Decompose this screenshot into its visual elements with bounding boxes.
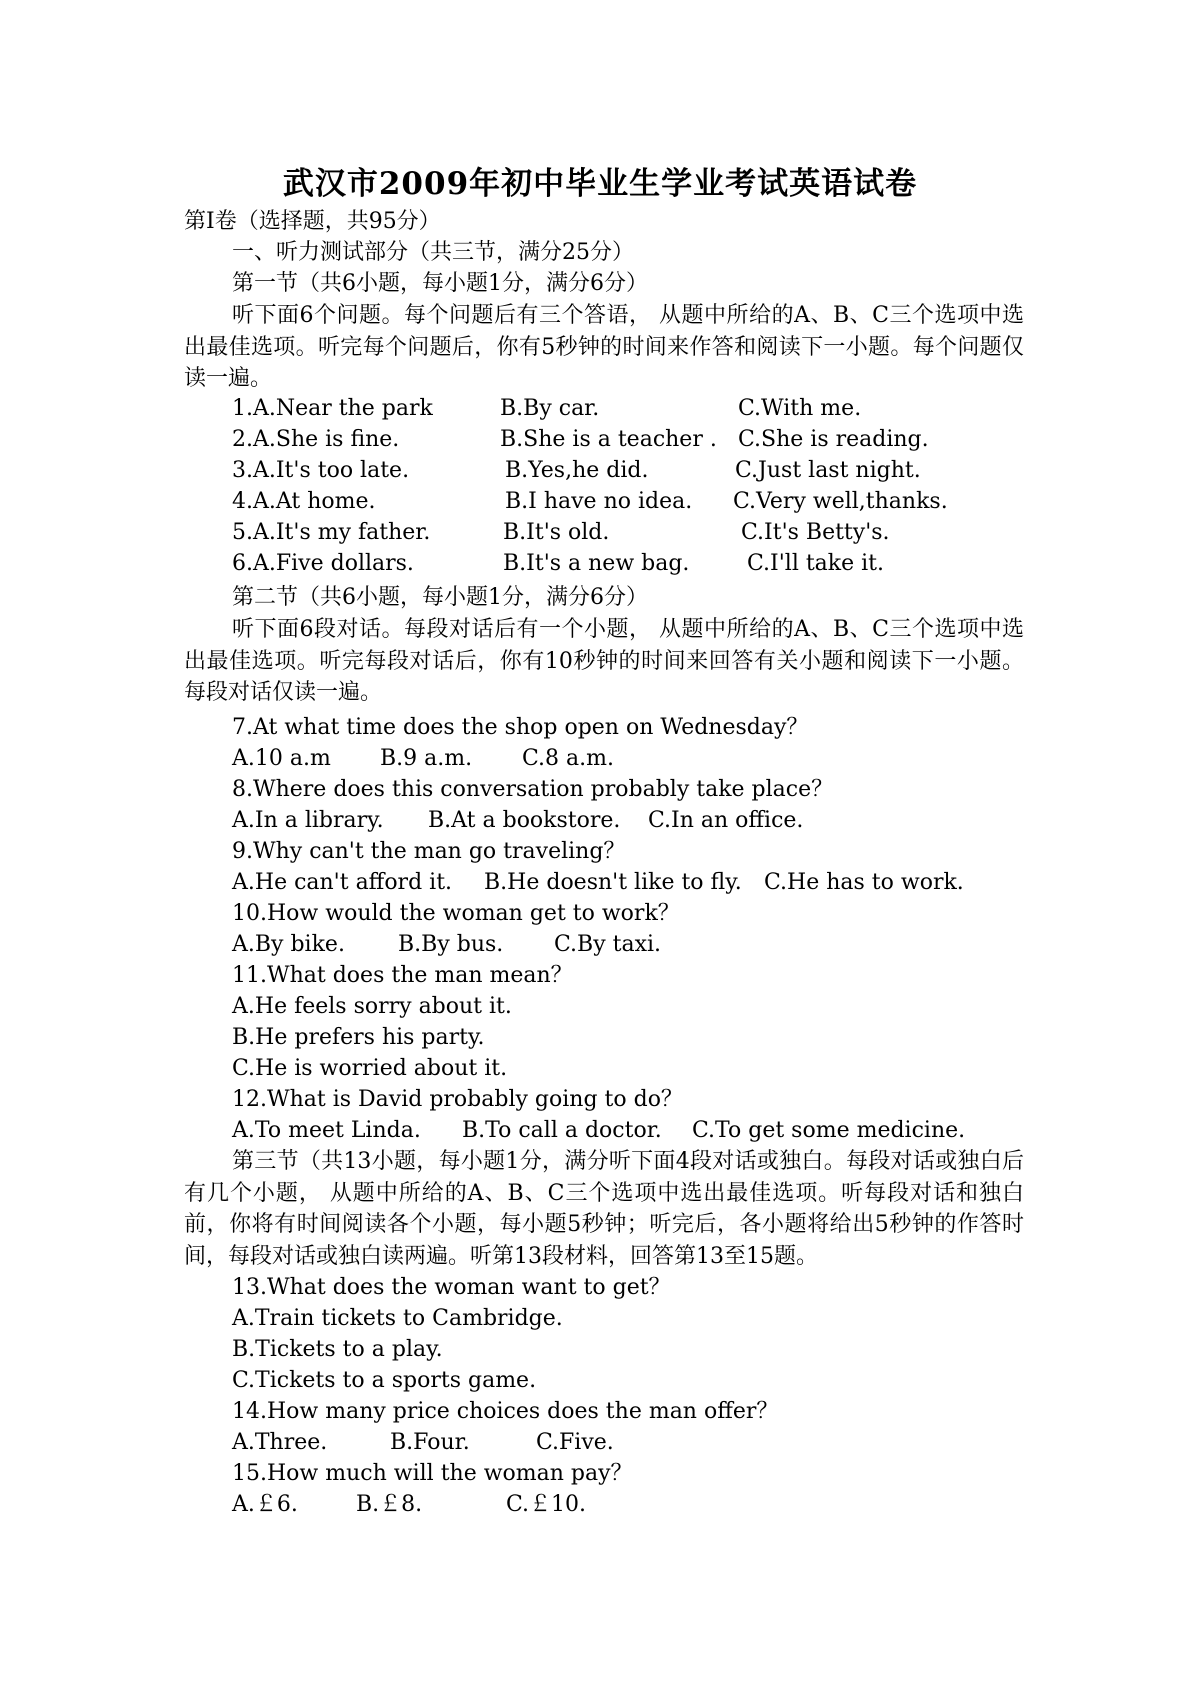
q5-option-c: C.It's Betty's.	[741, 520, 890, 545]
q11-option-a: A.He feels sorry about it.	[232, 994, 512, 1019]
q12-question: 12.What is David probably going to do？	[232, 1087, 683, 1112]
q15-option-b: B.￡8.	[356, 1492, 423, 1517]
q9-question: 9.Why can't the man go traveling？	[232, 839, 626, 864]
q1-option-c: C.With me.	[738, 396, 862, 421]
q1-option-a: 1.A.Near the park	[232, 396, 433, 421]
q6-option-c: C.I'll take it.	[747, 551, 885, 576]
q8-option-c: C.In an office.	[648, 808, 804, 833]
q13-option-b: B.Tickets to a play.	[232, 1337, 443, 1362]
q3-option-b: B.Yes,he did.	[505, 458, 649, 483]
q14-question: 14.How many price choices does the man offer？	[232, 1399, 779, 1424]
section3-instruction: 第三节（共13小题，每小题1分，满分听下面4段对话或独白。每段对话或独白后有几个小题， 从题中所给的A、B、C三个选项中选出最佳选项。听每段对话和独白前，你将有时间阅读各个小题，每小题5秒钟；听完后，各小题将给出5秒钟的作答时间，每段对话或独白读两遍。听第13段材料，回答第13至15题。	[184, 1149, 1024, 1269]
q4-option-a: 4.A.At home.	[232, 489, 376, 514]
q15-option-c: C.￡10.	[506, 1492, 587, 1517]
q11-option-c: C.He is worried about it.	[232, 1056, 508, 1081]
q2-option-c: C.She is reading.	[738, 427, 929, 452]
q5-option-a: 5.A.It's my father.	[232, 520, 431, 545]
q6-option-b: B.It's a new bag.	[503, 551, 690, 576]
q2-option-b: B.She is a teacher .	[500, 427, 717, 452]
q11-option-b: B.He prefers his party.	[232, 1025, 485, 1050]
q9-option-b: B.He doesn't like to fly.	[484, 870, 742, 895]
exam-title: 武汉市2009年初中毕业生学业考试英语试卷	[282, 166, 918, 202]
q9-option-c: C.He has to work.	[764, 870, 964, 895]
q14-option-a: A.Three.	[232, 1430, 328, 1455]
q8-option-b: B.At a bookstore.	[428, 808, 621, 833]
q12-option-c: C.To get some medicine.	[692, 1118, 966, 1143]
q15-question: 15.How much will the woman pay？	[232, 1461, 633, 1486]
section2-instruction: 听下面6段对话。每段对话后有一个小题， 从题中所给的A、B、C三个选项中选出最佳选项。听完每段对话后，你有10秒钟的时间来回答有关小题和阅读下一小题。每段对话仅读一遍。	[184, 617, 1024, 705]
q7-option-b: B.9 a.m.	[380, 746, 473, 771]
q8-option-a: A.In a library.	[232, 808, 384, 833]
q6-option-a: 6.A.Five dollars.	[232, 551, 414, 576]
q11-question: 11.What does the man mean？	[232, 963, 573, 988]
q2-option-a: 2.A.She is fine.	[232, 427, 400, 452]
q14-option-c: C.Five.	[536, 1430, 614, 1455]
section1-instruction: 听下面6个问题。每个问题后有三个答语， 从题中所给的A、B、C三个选项中选出最佳选项。听完每个问题后，你有5秒钟的时间来作答和阅读下一小题。每个问题仅读一遍。	[184, 303, 1024, 391]
volume-heading: 第Ⅰ卷（选择题，共95分）	[184, 209, 441, 234]
part1-heading: 一、听力测试部分（共三节，满分25分）	[232, 240, 634, 265]
q15-option-a: A.￡6.	[232, 1492, 298, 1517]
q1-option-b: B.By car.	[500, 396, 600, 421]
q13-question: 13.What does the woman want to get？	[232, 1275, 671, 1300]
q5-option-b: B.It's old.	[503, 520, 610, 545]
q4-option-b: B.I have no idea.	[505, 489, 693, 514]
q10-option-c: C.By taxi.	[554, 932, 662, 957]
q3-option-a: 3.A.It's too late.	[232, 458, 410, 483]
q12-option-b: B.To call a doctor.	[462, 1118, 662, 1143]
q10-option-b: B.By bus.	[398, 932, 504, 957]
q13-option-a: A.Train tickets to Cambridge.	[232, 1306, 563, 1331]
q10-option-a: A.By bike.	[232, 932, 345, 957]
q13-option-c: C.Tickets to a sports game.	[232, 1368, 537, 1393]
q4-option-c: C.Very well,thanks.	[733, 489, 948, 514]
section1-heading: 第一节（共6小题，每小题1分，满分6分）	[232, 271, 648, 296]
q12-option-a: A.To meet Linda.	[232, 1118, 421, 1143]
q7-question: 7.At what time does the shop open on Wednesday？	[232, 715, 809, 740]
q8-question: 8.Where does this conversation probably take place？	[232, 777, 834, 802]
q7-option-c: C.8 a.m.	[522, 746, 614, 771]
q9-option-a: A.He can't afford it.	[232, 870, 453, 895]
q10-question: 10.How would the woman get to work？	[232, 901, 680, 926]
q7-option-a: A.10 a.m	[232, 746, 331, 771]
q3-option-c: C.Just last night.	[735, 458, 921, 483]
q14-option-b: B.Four.	[390, 1430, 470, 1455]
section2-heading: 第二节（共6小题，每小题1分，满分6分）	[232, 585, 648, 610]
